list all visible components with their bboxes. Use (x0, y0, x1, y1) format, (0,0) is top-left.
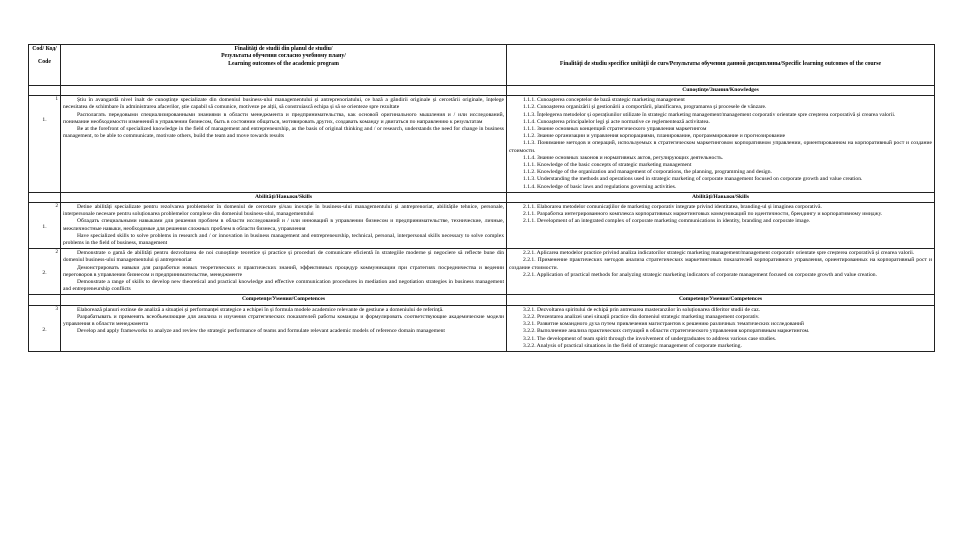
program-outcome-cell (61, 305, 507, 351)
header-course (507, 45, 935, 86)
program-outcome-text: Demonstrate a range of skills to develop new theoretical and practical knowledge and effective communication procedures in mediation and negotiation strategies in business management and entrepreneurship conflicts (63, 279, 504, 293)
outcome-code: 2. (42, 270, 47, 277)
course-outcome-cell (507, 203, 935, 249)
outcome-group-number: 2 (55, 204, 58, 210)
program-outcome-text: Разрабатывать и применять всеобъемлющие для анализа и изучения стратегических показателей работы команды и формулировать соответствующие академические модели управления в области менеджмента (63, 313, 504, 328)
course-outcome-text: 3.2.1. The development of team spirit through the involvement of undergraduates to address various case studies. (523, 335, 777, 342)
header-course-text: Finalităţi de studiu specifice unităţii de curs/Результаты обучения данной дисциплины/Specific learning outcomes of the course (559, 61, 882, 68)
outcome-row (29, 305, 935, 351)
program-outcome-text: Располагать передовыми специализированными знаниями в области менеджмента и предпринимательства, как основой оригинального мышления и / или исследований, понимание необходимости изменений в управлении бизнесом, быть в состоянии общаться, мотивировать других, создавать команду и двигаться по направлению к результатам (63, 111, 504, 125)
section-program-cell (61, 192, 507, 202)
outcome-row (29, 96, 935, 193)
section-program-cell (61, 295, 507, 305)
course-outcome-text: 2.1.1. Разработка интегрированного комплекса корпоративных маркетинговых коммуникаций по идентичности, брендингу и корпоративному имиджу. (523, 211, 883, 218)
course-outcome-text: 3.2.2. Prezentarea analizei unei situații practice din domeniul strategic marketing management corporativ. (523, 313, 760, 320)
document-page (28, 44, 934, 352)
outcome-group-number: 2 (55, 250, 58, 256)
course-outcome-text: 2.2.1. Application of practical methods for analyzing strategic marketing indicators of corporate management focused on corporate growth and value creation. (523, 271, 877, 278)
course-outcome-text: 1.1.1. Knowledge of the basic concepts of strategic marketing management (523, 162, 692, 169)
program-outcome-cell (61, 249, 507, 295)
section-title-left: Competenţe/Умения/Competences (241, 296, 326, 303)
outcome-group-number: 3 (55, 306, 58, 312)
program-outcome-text: Have specialized skills to solve problems in research and / or innovation in business management and entrepreneurship, technical, personal, interpersonal skills necessary to solve complex problems in the field of business, management (63, 232, 504, 247)
course-outcome-text: 2.1.1. Elaborarea metodelor comunicaţiilor de marketing corporativ integrate privind identitatea, branding-ul și imaginea corporativă. (523, 204, 822, 211)
course-outcome-text: 1.1.2. Knowledge of the organization and management of corporations, the planning, programming and design. (523, 169, 772, 176)
program-outcome-text: Detine abilități specializate pentru rezolvarea problemelor în domeniul de cercetare și/sau inovație în business-ului managementului și antreprenoriat, abilitățile tehnice, personale, interpersonale necesare pentru soluționarea problemelor complexe din domeniul business-ului, managementului (63, 204, 504, 218)
outcome-code: 1. (42, 224, 47, 231)
program-outcome-text: Be at the forefront of specialized knowledge in the field of management and entrepreneurship, as the basis of original thinking and / or research, understands the need for change in business management, to be able to communicate, motivate others, build the team and move towards results (63, 126, 504, 140)
learning-outcomes-table (28, 44, 935, 352)
section-code-cell (29, 295, 61, 305)
outcome-row (29, 203, 935, 249)
outcome-code: 1. (42, 117, 47, 124)
header-code (29, 45, 61, 86)
course-outcome-text: 2.2.1. Aplicarea metodelor practice privind analiza indicatorilor strategic marketing management/management corporativ orientate spre creșterea corporativă și crearea valorii. (523, 250, 915, 257)
section-title: Competenţe/Умения/Competences (507, 295, 935, 305)
course-outcome-text: 1.1.3. Understanding the methods and operations used in strategic marketing of corporate management focused on corporate growth and value creation. (523, 176, 863, 183)
course-outcome-text: 2.1.1. Development of an integrated complex of corporate marketing communications in identity, branding and corporate image. (523, 218, 811, 225)
outcome-code: 2. (42, 326, 47, 333)
course-outcome-cell (507, 96, 935, 193)
header-program (61, 45, 507, 86)
program-outcome-text: Develop and apply frameworks to analyze and review the strategic performance of teams and formulate relevant academic models of reference domain management (77, 328, 445, 335)
header-program-line: Learning outcomes of the academic program (228, 60, 339, 67)
program-outcome-text: Обладать специальными навыками для решения проблем в области исследований и / или инноваций в управлении бизнесом и предпринимательстве, технические, личные, межличностные навыки, необходимые для решения сложных проблем в области бизнеса, управления (63, 218, 504, 232)
course-outcome-text: 1.1.4. Знание основных законов и нормативных актов, регулирующих деятельность. (523, 154, 724, 161)
course-outcome-text: 3.2.2. Выполнение анализа практических ситуаций в области стратегического управления корпоративным маркетингом. (523, 328, 810, 335)
section-header-row (29, 295, 935, 305)
program-outcome-cell (61, 96, 507, 193)
section-title: Cunoştinţe/Знания/Knowledges (507, 86, 935, 96)
outcome-code-cell (29, 305, 61, 351)
outcome-group-number: 1 (55, 97, 58, 103)
outcome-code-cell (29, 96, 61, 193)
program-outcome-text: Știu în avangardă nivel înalt de cunoștințe specializate din domeniul business-ului managementului și antreprenoriatului, ce bază a gândirii originale și cercetării originale, înțelege necesitatea de schimbare în administrarea afacerilor, știe capabil să comunice, motiveze pe alții, să construiască echipa și să se orienteze spre rezultate (63, 97, 504, 111)
program-outcome-cell (61, 203, 507, 249)
program-outcome-text: Demonstrate o gamă de abilități pentru dezvoltarea de noi cunoștințe teoretice și practice și proceduri de comunicare eficientă în strategiile moderne și negociere să reflecte bune din domeniul business-ului managementului și antreprenoriat (63, 250, 504, 264)
section-header-row (29, 192, 935, 202)
course-outcome-text: 2.2.1. Применение практических методов анализа стратегических маркетинговых показателей корпоративного управления, ориентированных на корпоративный рост и создание стоимости. (509, 257, 932, 271)
course-outcome-text: 1.1.3. Понимание методов и операций, используемых в стратегическом маркетинговом корпоративном управлении, ориентированном на корпоративный рост и создание стоимости. (509, 140, 932, 154)
program-outcome-text: Elaborează planuri extinse de analiză a situației și performanței strategice a echipei în și formula modele academice relevante de gestiune a domeniului de referință. (77, 306, 444, 313)
section-header-row (29, 86, 935, 96)
course-outcome-cell (507, 305, 935, 351)
course-outcome-text: 3.2.1. Развитие командного духа путем привлечения магистрантов к решению различных тематических исследований (523, 321, 804, 328)
course-outcome-text: 1.1.1. Cunoaşterea conceptelor de bază strategic marketing management (523, 97, 685, 104)
course-outcome-text: 1.1.3. Înțelegerea metodelor și operațiunilor utilizate în strategic marketing management/management corporativ orientate spre creșterea corporativă și crearea valorii. (523, 111, 896, 118)
program-outcome-text: Демонстрировать навыки для разработки новых теоретических и практических знаний, эффективных процедур коммуникации при стратегиях посредничества и ведении переговоров в управлении бизнесом и предпринимательстве, менеджменте (63, 264, 504, 278)
header-row (29, 45, 935, 86)
section-title: Abilităţi/Навыки/Skills (507, 192, 935, 202)
section-title-left: Abilităţi/Навыки/Skills (254, 193, 313, 200)
section-code-cell (29, 86, 61, 96)
course-outcome-text: 3.2.2. Analysis of practical situations in the field of strategic management of corporate marketing. (523, 342, 742, 349)
section-program-cell (61, 86, 507, 96)
section-code-cell (29, 192, 61, 202)
outcome-code-cell (29, 203, 61, 249)
outcome-code-cell (29, 249, 61, 295)
course-outcome-text: 1.1.1. Знание основных концепций стратегического управления маркетингом (523, 126, 707, 133)
header-program-line: Результаты обучения согласно учебному плану/ (221, 53, 346, 60)
header-program-line: Finalităţi de studii din planul de studiu/ (234, 46, 333, 52)
course-outcome-text: 1.1.4. Knowledge of basic laws and regulations governing activities. (523, 183, 677, 190)
course-outcome-cell (507, 249, 935, 295)
header-code-line: Cod/ Код/ (32, 46, 57, 52)
course-outcome-text: 1.1.2. Cunoaşterea organizării şi gestionării a comportării, planificarea, programarea şi procesele de vânzare. (523, 104, 767, 111)
outcome-row (29, 249, 935, 295)
course-outcome-text: 3.2.1. Dezvoltarea spiritului de echipă prin antrenarea masteranzilor în soluționarea diferitor studii de caz. (523, 306, 761, 313)
header-code-line: Code (38, 59, 51, 66)
course-outcome-text: 1.1.4. Cunoaşterea principalelor legi şi acte normative ce reglementează activitatea. (523, 118, 710, 125)
course-outcome-text: 1.1.2. Знание организации и управления корпорациями, планирование, программирование и прогнозирование (523, 133, 786, 140)
